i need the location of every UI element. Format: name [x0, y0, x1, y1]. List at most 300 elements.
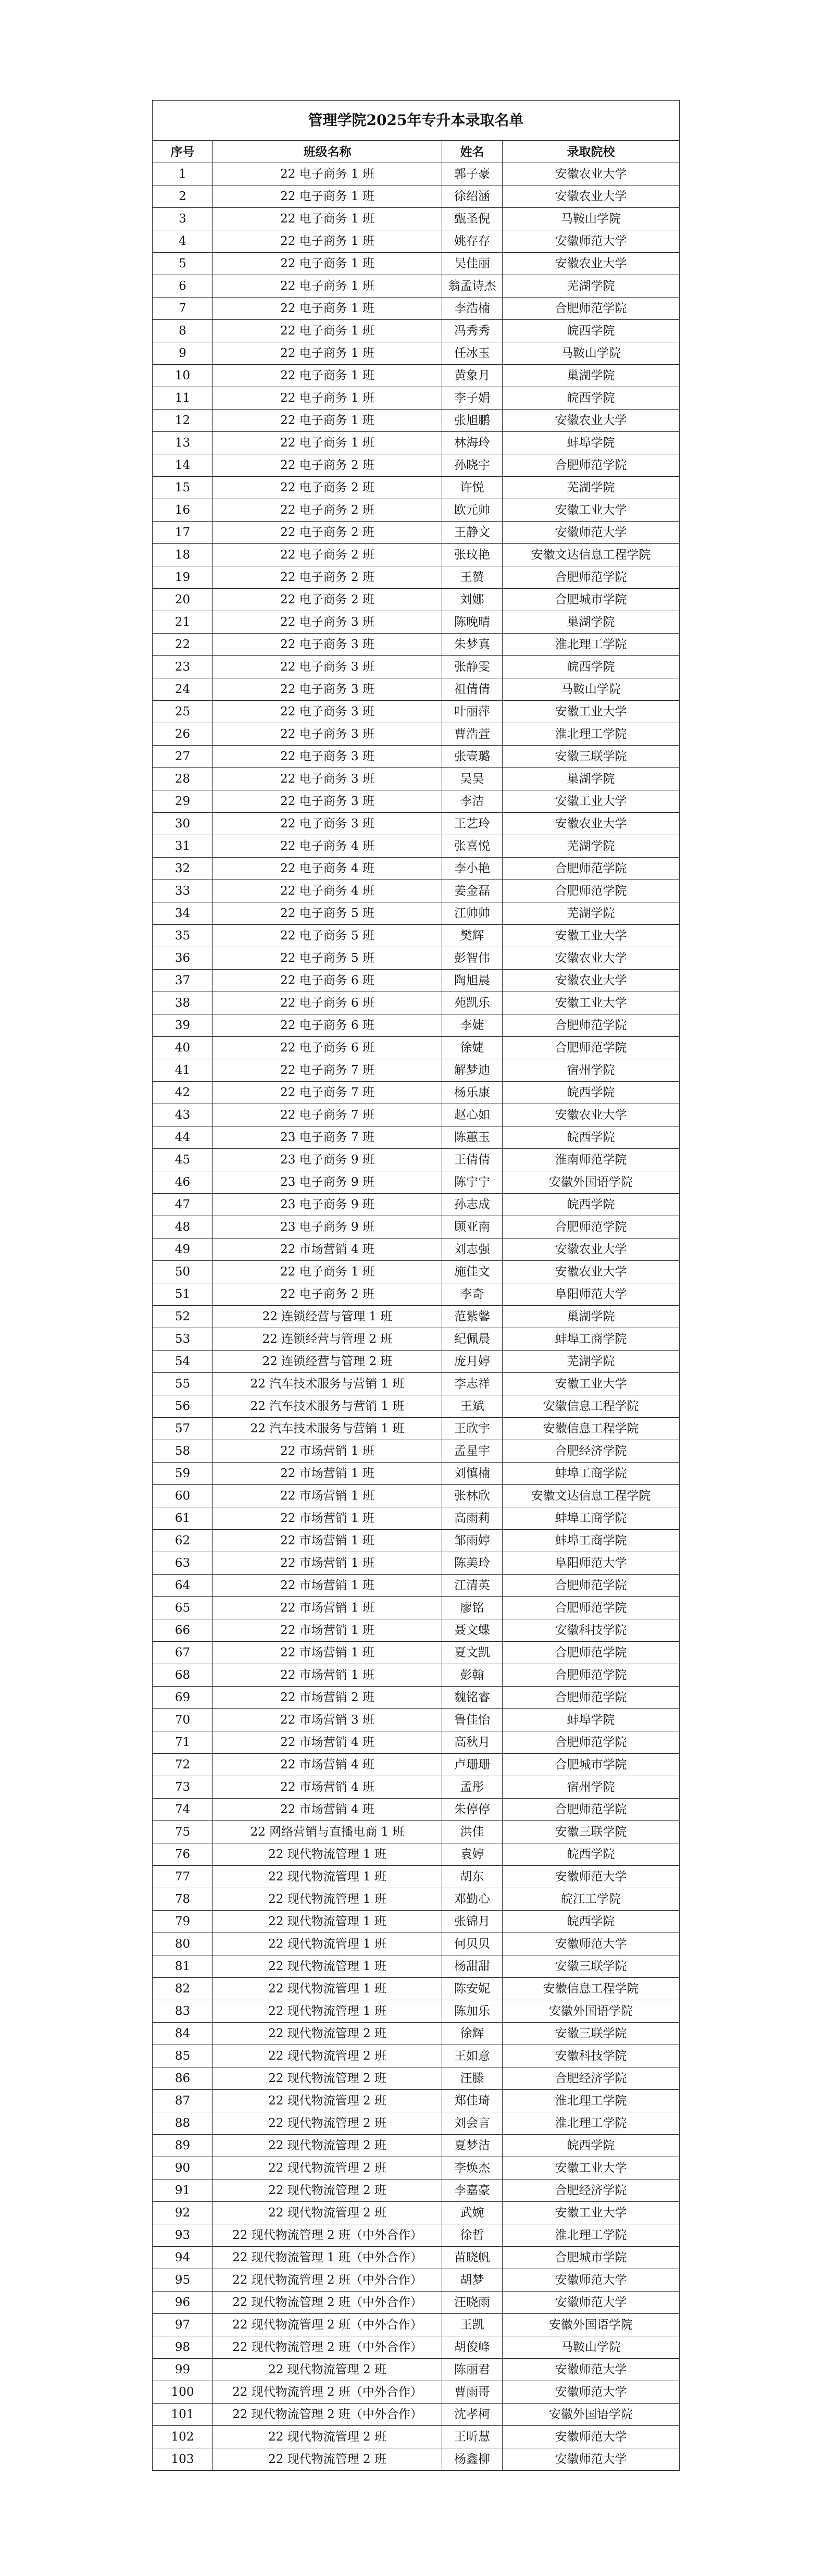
cell-school: 安徽师范大学 — [503, 2292, 680, 2314]
cell-class: 23 电子商务 7 班 — [213, 1126, 442, 1149]
cell-school: 安徽科技学院 — [503, 1619, 680, 1642]
cell-name: 李奇 — [442, 1283, 503, 1306]
table-row — [153, 185, 680, 208]
table-row — [153, 2359, 680, 2381]
cell-class: 22 市场营销 1 班 — [213, 1597, 442, 1619]
table-row — [153, 2202, 680, 2224]
cell-index: 86 — [153, 2067, 213, 2090]
cell-school: 淮北理工学院 — [503, 634, 680, 656]
cell-index: 96 — [153, 2292, 213, 2314]
cell-class: 22 市场营销 4 班 — [213, 1754, 442, 1776]
cell-school: 合肥师范学院 — [503, 1687, 680, 1709]
cell-class: 22 电子商务 2 班 — [213, 566, 442, 589]
cell-class: 22 市场营销 1 班 — [213, 1440, 442, 1463]
table-row — [153, 1619, 680, 1642]
cell-name: 彭翰 — [442, 1664, 503, 1687]
cell-name: 徐辉 — [442, 2023, 503, 2045]
cell-name: 徐婕 — [442, 1037, 503, 1059]
table-row — [153, 858, 680, 880]
cell-school: 安徽工业大学 — [503, 1373, 680, 1395]
cell-name: 许悦 — [442, 477, 503, 499]
cell-school: 安徽外国语学院 — [503, 1171, 680, 1194]
cell-class: 22 市场营销 4 班 — [213, 1776, 442, 1799]
cell-school: 蚌埠工商学院 — [503, 1328, 680, 1351]
cell-class: 22 电子商务 1 班 — [213, 410, 442, 432]
cell-index: 66 — [153, 1619, 213, 1642]
cell-name: 陈宁宁 — [442, 1171, 503, 1194]
table-row — [153, 230, 680, 253]
cell-name: 解梦迪 — [442, 1059, 503, 1082]
cell-name: 陈蕙玉 — [442, 1126, 503, 1149]
cell-class: 22 电子商务 1 班 — [213, 253, 442, 275]
cell-school: 安徽农业大学 — [503, 1104, 680, 1126]
cell-index: 2 — [153, 185, 213, 208]
cell-school: 安徽信息工程学院 — [503, 1418, 680, 1440]
admission-table — [152, 100, 680, 2471]
table-row — [153, 835, 680, 858]
table-row — [153, 1731, 680, 1754]
cell-school: 安徽信息工程学院 — [503, 1395, 680, 1418]
cell-school: 安徽农业大学 — [503, 970, 680, 992]
cell-name: 张林欣 — [442, 1485, 503, 1507]
cell-school: 阜阳师范大学 — [503, 1283, 680, 1306]
cell-class: 22 电子商务 5 班 — [213, 902, 442, 925]
table-row — [153, 2112, 680, 2135]
header-school: 录取院校 — [503, 141, 680, 163]
cell-class: 22 市场营销 1 班 — [213, 1642, 442, 1664]
table-row — [153, 1866, 680, 1888]
cell-name: 何贝贝 — [442, 1933, 503, 1955]
table-row — [153, 1014, 680, 1037]
cell-name: 赵心如 — [442, 1104, 503, 1126]
cell-name: 刘娜 — [442, 589, 503, 611]
cell-class: 22 电子商务 3 班 — [213, 790, 442, 813]
cell-class: 22 市场营销 3 班 — [213, 1709, 442, 1731]
cell-school: 安徽三联学院 — [503, 2023, 680, 2045]
cell-name: 沈孝柯 — [442, 2404, 503, 2426]
cell-class: 23 电子商务 9 班 — [213, 1194, 442, 1216]
table-row — [153, 477, 680, 499]
cell-name: 胡东 — [442, 1866, 503, 1888]
table-row — [153, 1149, 680, 1171]
cell-class: 22 电子商务 1 班 — [213, 1261, 442, 1283]
table-row — [153, 2247, 680, 2269]
table-row — [153, 1821, 680, 1843]
cell-school: 安徽师范大学 — [503, 2426, 680, 2448]
cell-school: 阜阳师范大学 — [503, 1552, 680, 1575]
cell-class: 22 现代物流管理 2 班 — [213, 2359, 442, 2381]
cell-class: 22 电子商务 3 班 — [213, 678, 442, 701]
cell-index: 78 — [153, 1888, 213, 1911]
cell-index: 29 — [153, 790, 213, 813]
cell-class: 22 现代物流管理 2 班 — [213, 2135, 442, 2157]
cell-class: 22 电子商务 1 班 — [213, 387, 442, 410]
cell-school: 安徽外国语学院 — [503, 2314, 680, 2336]
cell-school: 蚌埠工商学院 — [503, 1530, 680, 1552]
cell-school: 合肥师范学院 — [503, 1664, 680, 1687]
table-row — [153, 1104, 680, 1126]
cell-school: 安徽师范大学 — [503, 522, 680, 544]
cell-class: 22 市场营销 1 班 — [213, 1664, 442, 1687]
cell-name: 胡梦 — [442, 2269, 503, 2292]
cell-name: 吴昊 — [442, 768, 503, 790]
cell-class: 22 现代物流管理 2 班 — [213, 2023, 442, 2045]
table-row — [153, 970, 680, 992]
cell-school: 安徽师范大学 — [503, 2448, 680, 2471]
cell-index: 89 — [153, 2135, 213, 2157]
cell-class: 22 电子商务 1 班 — [213, 208, 442, 230]
cell-school: 巢湖学院 — [503, 365, 680, 387]
cell-school: 蚌埠工商学院 — [503, 1463, 680, 1485]
table-row — [153, 1440, 680, 1463]
cell-school: 巢湖学院 — [503, 1306, 680, 1328]
cell-class: 22 电子商务 1 班 — [213, 185, 442, 208]
cell-name: 顾亚南 — [442, 1216, 503, 1239]
cell-name: 江清英 — [442, 1575, 503, 1597]
table-row — [153, 454, 680, 477]
table-row — [153, 342, 680, 365]
cell-index: 58 — [153, 1440, 213, 1463]
cell-school: 马鞍山学院 — [503, 2336, 680, 2359]
table-row — [153, 813, 680, 835]
cell-index: 68 — [153, 1664, 213, 1687]
cell-index: 4 — [153, 230, 213, 253]
cell-index: 28 — [153, 768, 213, 790]
cell-class: 22 电子商务 2 班 — [213, 1283, 442, 1306]
cell-name: 杨乐康 — [442, 1082, 503, 1104]
cell-class: 22 电子商务 3 班 — [213, 611, 442, 634]
cell-school: 安徽文达信息工程学院 — [503, 544, 680, 566]
table-row — [153, 1642, 680, 1664]
cell-index: 5 — [153, 253, 213, 275]
cell-school: 安徽三联学院 — [503, 1955, 680, 1978]
cell-school: 安徽工业大学 — [503, 2157, 680, 2179]
cell-name: 王凯 — [442, 2314, 503, 2336]
cell-school: 安徽农业大学 — [503, 1239, 680, 1261]
cell-class: 22 现代物流管理 2 班（中外合作） — [213, 2224, 442, 2247]
header-row — [153, 141, 680, 163]
cell-class: 22 电子商务 1 班 — [213, 320, 442, 342]
cell-index: 67 — [153, 1642, 213, 1664]
cell-name: 魏铭睿 — [442, 1687, 503, 1709]
table-row — [153, 1843, 680, 1866]
table-row — [153, 1530, 680, 1552]
cell-school: 安徽师范大学 — [503, 230, 680, 253]
cell-name: 杨甜甜 — [442, 1955, 503, 1978]
cell-school: 安徽外国语学院 — [503, 2404, 680, 2426]
cell-school: 合肥师范学院 — [503, 566, 680, 589]
cell-name: 张旭鹏 — [442, 410, 503, 432]
cell-name: 李婕 — [442, 1014, 503, 1037]
cell-name: 夏文凯 — [442, 1642, 503, 1664]
cell-name: 叶丽萍 — [442, 701, 503, 723]
cell-index: 69 — [153, 1687, 213, 1709]
cell-index: 46 — [153, 1171, 213, 1194]
cell-school: 安徽农业大学 — [503, 947, 680, 970]
table-row — [153, 2314, 680, 2336]
cell-class: 22 现代物流管理 2 班 — [213, 2090, 442, 2112]
cell-index: 83 — [153, 2000, 213, 2023]
cell-class: 22 市场营销 2 班 — [213, 1687, 442, 1709]
cell-school: 安徽农业大学 — [503, 410, 680, 432]
table-row — [153, 656, 680, 678]
cell-name: 李焕杰 — [442, 2157, 503, 2179]
cell-index: 32 — [153, 858, 213, 880]
cell-class: 22 电子商务 3 班 — [213, 768, 442, 790]
table-row — [153, 2426, 680, 2448]
cell-school: 芜湖学院 — [503, 1351, 680, 1373]
table-row — [153, 1261, 680, 1283]
cell-class: 22 电子商务 2 班 — [213, 589, 442, 611]
cell-name: 樊辉 — [442, 925, 503, 947]
cell-class: 22 连锁经营与管理 2 班 — [213, 1328, 442, 1351]
cell-school: 蚌埠学院 — [503, 432, 680, 454]
cell-class: 22 现代物流管理 1 班 — [213, 1866, 442, 1888]
cell-school: 安徽农业大学 — [503, 253, 680, 275]
cell-school: 安徽文达信息工程学院 — [503, 1485, 680, 1507]
table-row — [153, 790, 680, 813]
cell-school: 芜湖学院 — [503, 275, 680, 298]
cell-name: 朱梦真 — [442, 634, 503, 656]
table-row — [153, 1239, 680, 1261]
table-row — [153, 1776, 680, 1799]
cell-index: 61 — [153, 1507, 213, 1530]
cell-class: 22 电子商务 6 班 — [213, 992, 442, 1014]
table-row — [153, 925, 680, 947]
table-row — [153, 1664, 680, 1687]
cell-index: 102 — [153, 2426, 213, 2448]
cell-index: 95 — [153, 2269, 213, 2292]
cell-class: 22 电子商务 1 班 — [213, 275, 442, 298]
cell-index: 56 — [153, 1395, 213, 1418]
cell-class: 22 现代物流管理 1 班 — [213, 2000, 442, 2023]
cell-name: 张喜悦 — [442, 835, 503, 858]
table-row — [153, 1395, 680, 1418]
cell-name: 陈安妮 — [442, 1978, 503, 2000]
cell-class: 22 现代物流管理 1 班 — [213, 1955, 442, 1978]
cell-index: 35 — [153, 925, 213, 947]
cell-index: 47 — [153, 1194, 213, 1216]
cell-index: 24 — [153, 678, 213, 701]
cell-class: 22 现代物流管理 1 班 — [213, 1888, 442, 1911]
cell-school: 马鞍山学院 — [503, 678, 680, 701]
cell-name: 李子娟 — [442, 387, 503, 410]
cell-class: 22 电子商务 4 班 — [213, 835, 442, 858]
cell-class: 22 市场营销 1 班 — [213, 1530, 442, 1552]
cell-school: 安徽三联学院 — [503, 746, 680, 768]
cell-school: 合肥师范学院 — [503, 858, 680, 880]
cell-school: 合肥师范学院 — [503, 454, 680, 477]
cell-school: 皖西学院 — [503, 387, 680, 410]
cell-index: 48 — [153, 1216, 213, 1239]
cell-name: 欧元帅 — [442, 499, 503, 522]
table-row — [153, 1955, 680, 1978]
cell-index: 33 — [153, 880, 213, 902]
cell-index: 82 — [153, 1978, 213, 2000]
cell-index: 3 — [153, 208, 213, 230]
cell-school: 安徽工业大学 — [503, 925, 680, 947]
table-row — [153, 1575, 680, 1597]
cell-index: 14 — [153, 454, 213, 477]
cell-name: 陶旭晨 — [442, 970, 503, 992]
cell-school: 宿州学院 — [503, 1776, 680, 1799]
cell-class: 22 连锁经营与管理 1 班 — [213, 1306, 442, 1328]
table-row — [153, 611, 680, 634]
cell-class: 22 现代物流管理 1 班（中外合作） — [213, 2247, 442, 2269]
cell-school: 淮北理工学院 — [503, 2112, 680, 2135]
cell-index: 59 — [153, 1463, 213, 1485]
cell-index: 18 — [153, 544, 213, 566]
cell-school: 安徽农业大学 — [503, 163, 680, 185]
cell-school: 马鞍山学院 — [503, 208, 680, 230]
cell-school: 皖西学院 — [503, 1082, 680, 1104]
cell-name: 姚存存 — [442, 230, 503, 253]
cell-name: 王欣宇 — [442, 1418, 503, 1440]
table-row — [153, 589, 680, 611]
cell-class: 22 电子商务 5 班 — [213, 925, 442, 947]
cell-index: 80 — [153, 1933, 213, 1955]
cell-class: 22 市场营销 1 班 — [213, 1463, 442, 1485]
cell-index: 39 — [153, 1014, 213, 1037]
cell-name: 朱停停 — [442, 1799, 503, 1821]
cell-name: 林海玲 — [442, 432, 503, 454]
cell-name: 杨鑫柳 — [442, 2448, 503, 2471]
cell-name: 王昕慧 — [442, 2426, 503, 2448]
cell-school: 蚌埠学院 — [503, 1709, 680, 1731]
cell-name: 廖铭 — [442, 1597, 503, 1619]
cell-school: 巢湖学院 — [503, 611, 680, 634]
cell-index: 101 — [153, 2404, 213, 2426]
cell-name: 李小艳 — [442, 858, 503, 880]
cell-school: 安徽工业大学 — [503, 992, 680, 1014]
cell-name: 王如意 — [442, 2045, 503, 2067]
table-row — [153, 1933, 680, 1955]
cell-school: 芜湖学院 — [503, 902, 680, 925]
table-row — [153, 2448, 680, 2471]
table-row — [153, 253, 680, 275]
cell-name: 袁婷 — [442, 1843, 503, 1866]
cell-index: 45 — [153, 1149, 213, 1171]
cell-index: 72 — [153, 1754, 213, 1776]
cell-index: 50 — [153, 1261, 213, 1283]
cell-class: 22 电子商务 3 班 — [213, 813, 442, 835]
cell-index: 37 — [153, 970, 213, 992]
table-row — [153, 768, 680, 790]
cell-school: 安徽师范大学 — [503, 2359, 680, 2381]
cell-name: 徐哲 — [442, 2224, 503, 2247]
cell-name: 聂文蝶 — [442, 1619, 503, 1642]
cell-school: 蚌埠工商学院 — [503, 1507, 680, 1530]
table-row — [153, 1799, 680, 1821]
table-row — [153, 947, 680, 970]
cell-school: 安徽工业大学 — [503, 701, 680, 723]
table-row — [153, 1171, 680, 1194]
table-row — [153, 208, 680, 230]
cell-school: 合肥师范学院 — [503, 1575, 680, 1597]
table-row — [153, 1597, 680, 1619]
cell-index: 71 — [153, 1731, 213, 1754]
cell-school: 芜湖学院 — [503, 477, 680, 499]
table-row — [153, 902, 680, 925]
cell-school: 安徽农业大学 — [503, 813, 680, 835]
cell-name: 高雨莉 — [442, 1507, 503, 1530]
cell-index: 20 — [153, 589, 213, 611]
cell-class: 22 电子商务 4 班 — [213, 880, 442, 902]
table-row — [153, 1194, 680, 1216]
cell-school: 芜湖学院 — [503, 835, 680, 858]
table-row — [153, 992, 680, 1014]
cell-school: 安徽师范大学 — [503, 2381, 680, 2404]
table-row — [153, 365, 680, 387]
cell-index: 103 — [153, 2448, 213, 2471]
cell-school: 合肥师范学院 — [503, 1037, 680, 1059]
cell-name: 刘会言 — [442, 2112, 503, 2135]
cell-index: 1 — [153, 163, 213, 185]
table-row — [153, 2000, 680, 2023]
cell-name: 苗晓帆 — [442, 2247, 503, 2269]
cell-class: 22 电子商务 1 班 — [213, 298, 442, 320]
cell-index: 84 — [153, 2023, 213, 2045]
cell-name: 甄圣倪 — [442, 208, 503, 230]
cell-index: 31 — [153, 835, 213, 858]
cell-index: 77 — [153, 1866, 213, 1888]
cell-index: 92 — [153, 2202, 213, 2224]
cell-school: 巢湖学院 — [503, 768, 680, 790]
table-row — [153, 1463, 680, 1485]
table-row — [153, 544, 680, 566]
cell-index: 97 — [153, 2314, 213, 2336]
cell-class: 22 现代物流管理 2 班（中外合作） — [213, 2404, 442, 2426]
cell-index: 25 — [153, 701, 213, 723]
cell-school: 淮北理工学院 — [503, 2224, 680, 2247]
cell-class: 22 市场营销 1 班 — [213, 1575, 442, 1597]
cell-name: 武婉 — [442, 2202, 503, 2224]
cell-class: 22 现代物流管理 2 班 — [213, 2426, 442, 2448]
cell-index: 85 — [153, 2045, 213, 2067]
cell-name: 任冰玉 — [442, 342, 503, 365]
cell-class: 22 电子商务 5 班 — [213, 947, 442, 970]
cell-school: 皖西学院 — [503, 1911, 680, 1933]
cell-class: 22 现代物流管理 2 班（中外合作） — [213, 2269, 442, 2292]
cell-index: 42 — [153, 1082, 213, 1104]
table-row — [153, 566, 680, 589]
cell-name: 洪佳 — [442, 1821, 503, 1843]
cell-name: 张玟艳 — [442, 544, 503, 566]
cell-index: 60 — [153, 1485, 213, 1507]
cell-name: 黄象月 — [442, 365, 503, 387]
cell-class: 22 电子商务 6 班 — [213, 1037, 442, 1059]
cell-index: 41 — [153, 1059, 213, 1082]
cell-class: 22 电子商务 2 班 — [213, 544, 442, 566]
cell-class: 22 现代物流管理 2 班（中外合作） — [213, 2381, 442, 2404]
cell-school: 安徽师范大学 — [503, 1933, 680, 1955]
table-row — [153, 1888, 680, 1911]
cell-index: 11 — [153, 387, 213, 410]
cell-class: 22 市场营销 1 班 — [213, 1485, 442, 1507]
cell-name: 曹雨哥 — [442, 2381, 503, 2404]
cell-school: 安徽三联学院 — [503, 1821, 680, 1843]
cell-name: 孟星宇 — [442, 1440, 503, 1463]
cell-class: 22 网络营销与直播电商 1 班 — [213, 1821, 442, 1843]
cell-index: 79 — [153, 1911, 213, 1933]
table-row — [153, 2179, 680, 2202]
cell-school: 皖西学院 — [503, 1843, 680, 1866]
cell-index: 65 — [153, 1597, 213, 1619]
cell-index: 7 — [153, 298, 213, 320]
cell-school: 安徽信息工程学院 — [503, 1978, 680, 2000]
cell-school: 安徽科技学院 — [503, 2045, 680, 2067]
table-row — [153, 1485, 680, 1507]
